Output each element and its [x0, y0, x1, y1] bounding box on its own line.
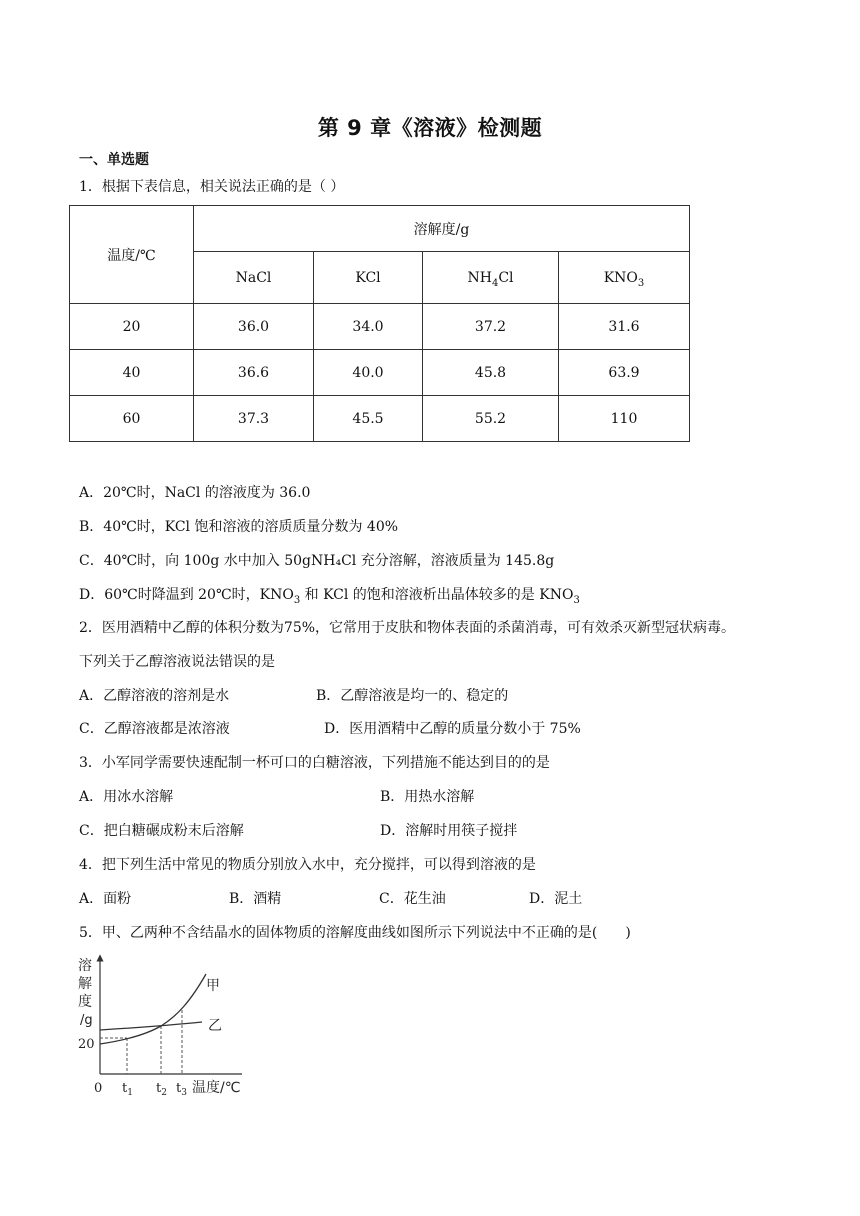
y-label-1: 溶	[78, 958, 92, 974]
q4-option-d[interactable]: D．泥土	[529, 891, 583, 907]
page-title: 第 9 章《溶液》检测题	[317, 116, 543, 140]
table-row	[70, 350, 690, 396]
table-header-nacl: NaCl	[194, 252, 314, 304]
table-header-temperature: 温度/℃	[70, 206, 194, 304]
table-cell: 110	[559, 396, 690, 442]
q4-option-c[interactable]: C．花生油	[379, 891, 446, 907]
table-cell: 55.2	[423, 396, 559, 442]
curve-jia	[100, 974, 206, 1044]
table-cell: 34.0	[314, 304, 423, 350]
section-heading: 一、单选题	[79, 152, 149, 168]
x-tick-t1: $t_1$	[122, 1081, 133, 1098]
solubility-table	[69, 205, 690, 442]
q2-option-a[interactable]: A．乙醇溶液的溶剂是水	[79, 688, 230, 704]
table-cell: 36.0	[194, 304, 314, 350]
q1-stem: 1．根据下表信息，相关说法正确的是（ ）	[79, 179, 345, 195]
q3-option-d[interactable]: D．溶解时用筷子搅拌	[380, 823, 518, 839]
y-label-3: 度	[78, 994, 92, 1010]
table-row	[70, 396, 690, 442]
table-cell: 37.3	[194, 396, 314, 442]
q4-option-b[interactable]: B．酒精	[229, 891, 282, 907]
q5-stem: 5．甲、乙两种不含结晶水的固体物质的溶解度曲线如图所示下列说法中不正确的是( )	[79, 925, 631, 941]
table-cell: 36.6	[194, 350, 314, 396]
q2-option-b[interactable]: B．乙醇溶液是均一的、稳定的	[316, 688, 509, 704]
x-axis-label: 温度/℃	[192, 1080, 241, 1096]
q4-stem: 4．把下列生活中常见的物质分别放入水中，充分搅拌，可以得到溶液的是	[79, 857, 536, 873]
curve-jia-label: 甲	[206, 978, 220, 994]
y-tick-20: 20	[78, 1037, 95, 1052]
x-tick-t2: $t_2$	[156, 1081, 167, 1098]
q2-stem-line1: 2．医用酒精中乙醇的体积分数为75%，它常用于皮肤和物体表面的杀菌消毒，可有效杀灭新型冠状病毒。	[79, 620, 736, 636]
solubility-curve-graph	[72, 952, 262, 1102]
table-header-kno3: $KNO_3$	[559, 252, 690, 304]
q1-option-d[interactable]: D．60℃时降温到 20℃时，$KNO_3$ 和 KCl 的饱和溶液析出晶体较多的是 $KNO_3$	[79, 587, 580, 606]
table-cell: 20	[70, 304, 194, 350]
table-cell: 60	[70, 396, 194, 442]
q1-option-b[interactable]: B．40℃时，KCl 饱和溶液的溶质质量分数为 40%	[79, 519, 399, 535]
table-header-nh4cl: $NH_4Cl$	[423, 252, 559, 304]
y-label-4: /g	[80, 1013, 93, 1028]
table-cell: 45.5	[314, 396, 423, 442]
origin-label: 0	[94, 1081, 103, 1096]
q2-option-d[interactable]: D．医用酒精中乙醇的质量分数小于 75%	[324, 721, 581, 737]
q3-option-b[interactable]: B．用热水溶解	[380, 789, 475, 805]
q3-option-a[interactable]: A．用冰水溶解	[79, 789, 174, 805]
q1-option-a[interactable]: A．20℃时，NaCl 的溶液度为 36.0	[79, 485, 311, 501]
table-header-kcl: KCl	[314, 252, 423, 304]
table-cell: 45.8	[423, 350, 559, 396]
q2-option-c[interactable]: C．乙醇溶液都是浓溶液	[79, 721, 230, 737]
table-cell: 63.9	[559, 350, 690, 396]
table-cell: 37.2	[423, 304, 559, 350]
q1-option-c[interactable]: C．40℃时，向 100g 水中加入 50gNH₄Cl 充分溶解，溶液质量为 145.8g	[79, 553, 555, 569]
q2-stem-line2: 下列关于乙醇溶液说法错误的是	[79, 654, 275, 670]
table-row	[70, 304, 690, 350]
q3-stem: 3．小军同学需要快速配制一杯可口的白糖溶液，下列措施不能达到目的的是	[79, 755, 550, 771]
q3-option-c[interactable]: C．把白糖碾成粉末后溶解	[79, 823, 244, 839]
q4-option-a[interactable]: A．面粉	[79, 891, 132, 907]
table-cell: 31.6	[559, 304, 690, 350]
table-cell: 40	[70, 350, 194, 396]
table-cell: 40.0	[314, 350, 423, 396]
x-tick-t3: $t_3$	[176, 1081, 187, 1098]
curve-yi	[100, 1022, 202, 1030]
y-label-2: 解	[78, 976, 92, 992]
curve-yi-label: 乙	[208, 1018, 222, 1034]
table-header-solubility: 溶解度/g	[194, 206, 690, 252]
